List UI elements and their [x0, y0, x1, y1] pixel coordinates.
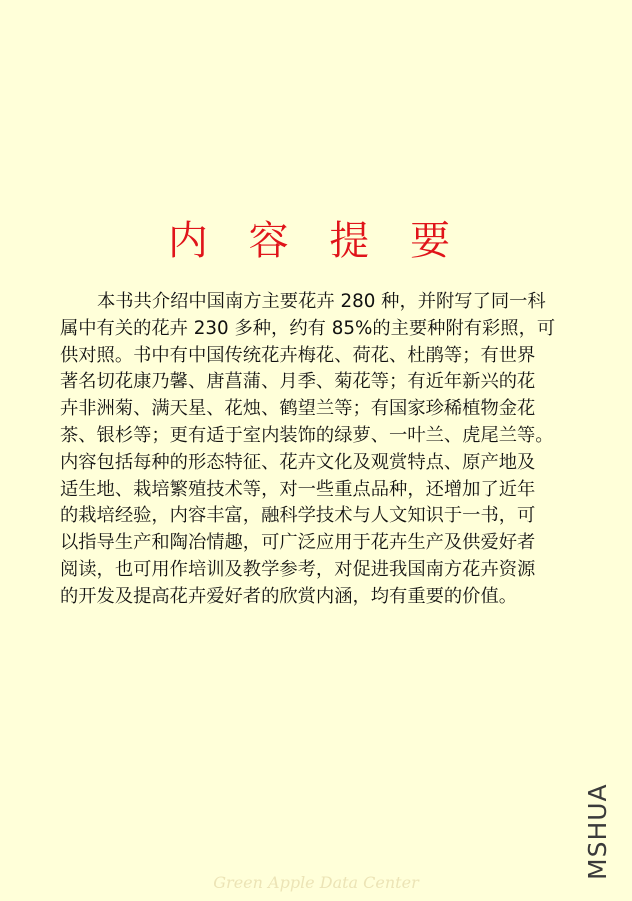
paragraph-line: 属中有关的花卉 230 多种，约有 85%的主要种附有彩照，可	[60, 317, 556, 339]
paragraph-line: 本书共介绍中国南方主要花卉 280 种，并附写了同一科	[97, 291, 546, 312]
summary-paragraph	[60, 289, 580, 611]
paragraph-line: 供对照。书中有中国传统花卉梅花、荷花、杜鹃等；有世界	[60, 344, 536, 366]
paragraph-line: 卉非洲菊、满天星、花烛、鹤望兰等；有国家珍稀植物金花	[60, 398, 536, 420]
paragraph-line: 内容包括每种的形态特征、花卉文化及观赏特点、原产地及	[60, 451, 536, 473]
paragraph-line: 阅读，也可用作培训及教学参考，对促进我国南方花卉资源	[60, 558, 536, 580]
watermark: Green Apple Data Center	[213, 873, 419, 892]
paragraph-line: 的开发及提高花卉爱好者的欣赏内涵，均有重要的价值。	[60, 585, 518, 607]
paragraph-line: 茶、银杉等；更有适于室内装饰的绿萝、一叶兰、虎尾兰等。	[60, 424, 554, 446]
paragraph-line: 以指导生产和陶冶情趣，可广泛应用于花卉生产及供爱好者	[60, 532, 536, 554]
paragraph-line: 的栽培经验，内容丰富，融科学技术与人文知识于一书，可	[60, 505, 536, 527]
paragraph-line: 著名切花康乃馨、唐菖蒲、月季、菊花等；有近年新兴的花	[60, 371, 536, 393]
paragraph-line: 适生地、栽培繁殖技术等，对一些重点品种，还增加了近年	[60, 478, 536, 500]
page-title: 内 容 提 要	[167, 217, 465, 264]
side-stamp: MSHUA	[583, 783, 612, 880]
